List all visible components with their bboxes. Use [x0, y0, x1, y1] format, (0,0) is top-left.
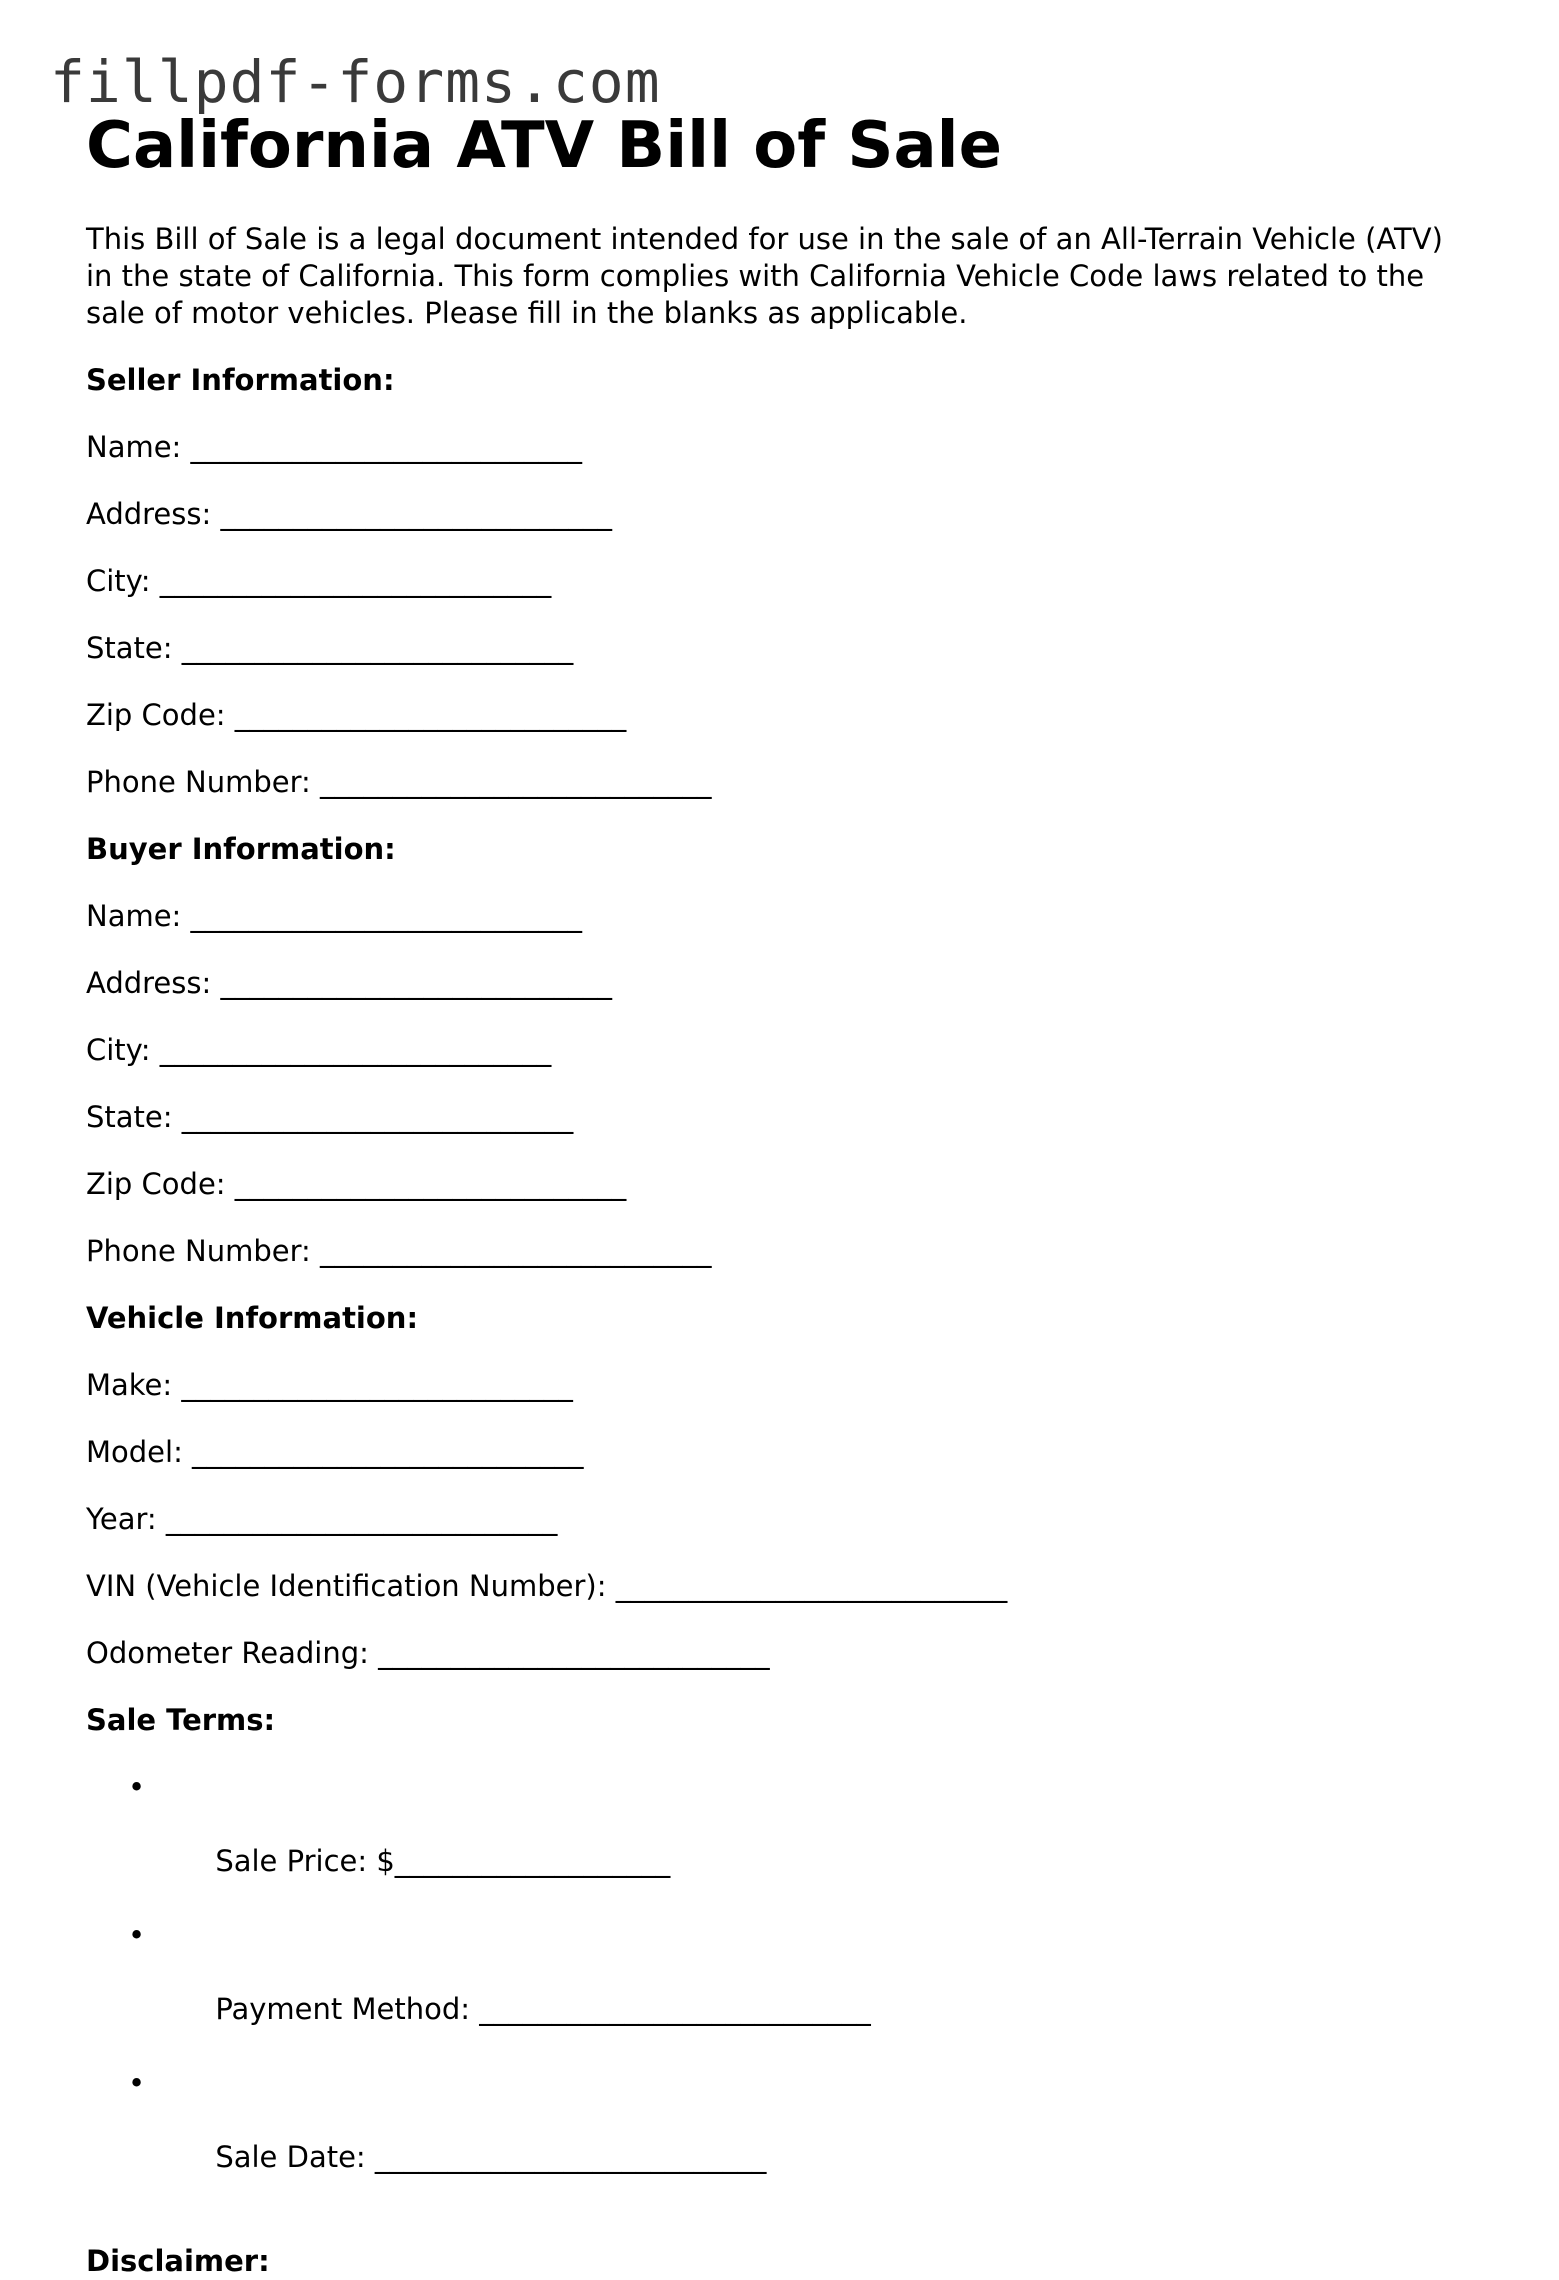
vehicle-year-field[interactable]: Year: ___________________________ [86, 1502, 558, 1536]
document-page [86, 104, 1486, 2280]
sale-price-field[interactable]: Sale Price: $___________________ [215, 1844, 671, 1878]
list-item [128, 1917, 1486, 2065]
vehicle-heading: Vehicle Information: [86, 1301, 419, 1335]
document-title: California ATV Bill of Sale [86, 109, 1002, 183]
sale-terms-heading: Sale Terms: [86, 1703, 276, 1737]
seller-phone-field[interactable]: Phone Number: ___________________________ [86, 765, 712, 799]
bullet-icon: • [128, 1918, 146, 1952]
list-item [128, 2065, 1486, 2213]
seller-name-field[interactable]: Name: ___________________________ [86, 430, 583, 464]
buyer-phone-field[interactable]: Phone Number: ___________________________ [86, 1234, 712, 1268]
seller-state-field[interactable]: State: ___________________________ [86, 631, 574, 665]
watermark-text: fillpdf-forms.com [50, 48, 661, 116]
vehicle-vin-field[interactable]: VIN (Vehicle Identification Number): ___________________________ [86, 1569, 1008, 1603]
disclaimer-heading: Disclaimer: [86, 2244, 270, 2278]
buyer-address-field[interactable]: Address: ___________________________ [86, 966, 612, 1000]
buyer-state-field[interactable]: State: ___________________________ [86, 1100, 574, 1134]
seller-address-field[interactable]: Address: ___________________________ [86, 497, 612, 531]
seller-heading: Seller Information: [86, 363, 395, 397]
vehicle-odometer-field[interactable]: Odometer Reading: ___________________________ [86, 1636, 770, 1670]
payment-method-field[interactable]: Payment Method: ___________________________ [215, 1992, 871, 2026]
sale-date-field[interactable]: Sale Date: ___________________________ [215, 2140, 767, 2174]
buyer-city-field[interactable]: City: ___________________________ [86, 1033, 552, 1067]
vehicle-make-field[interactable]: Make: ___________________________ [86, 1368, 573, 1402]
intro-paragraph: This Bill of Sale is a legal document intended for use in the sale of an All-Terrain Vehicle (ATV) in the state of California. This form complies with California Vehicle Code laws related to the sale of motor vehicles. Please fill in the blanks as applicable. [86, 222, 1443, 330]
buyer-zip-field[interactable]: Zip Code: ___________________________ [86, 1167, 627, 1201]
bullet-icon: • [128, 2066, 146, 2100]
bullet-icon: • [128, 1770, 146, 1804]
buyer-name-field[interactable]: Name: ___________________________ [86, 899, 583, 933]
buyer-heading: Buyer Information: [86, 832, 396, 866]
vehicle-model-field[interactable]: Model: ___________________________ [86, 1435, 584, 1469]
list-item [128, 1769, 1486, 1917]
seller-zip-field[interactable]: Zip Code: ___________________________ [86, 698, 627, 732]
sale-terms-list [86, 1769, 1486, 2213]
seller-city-field[interactable]: City: ___________________________ [86, 564, 552, 598]
